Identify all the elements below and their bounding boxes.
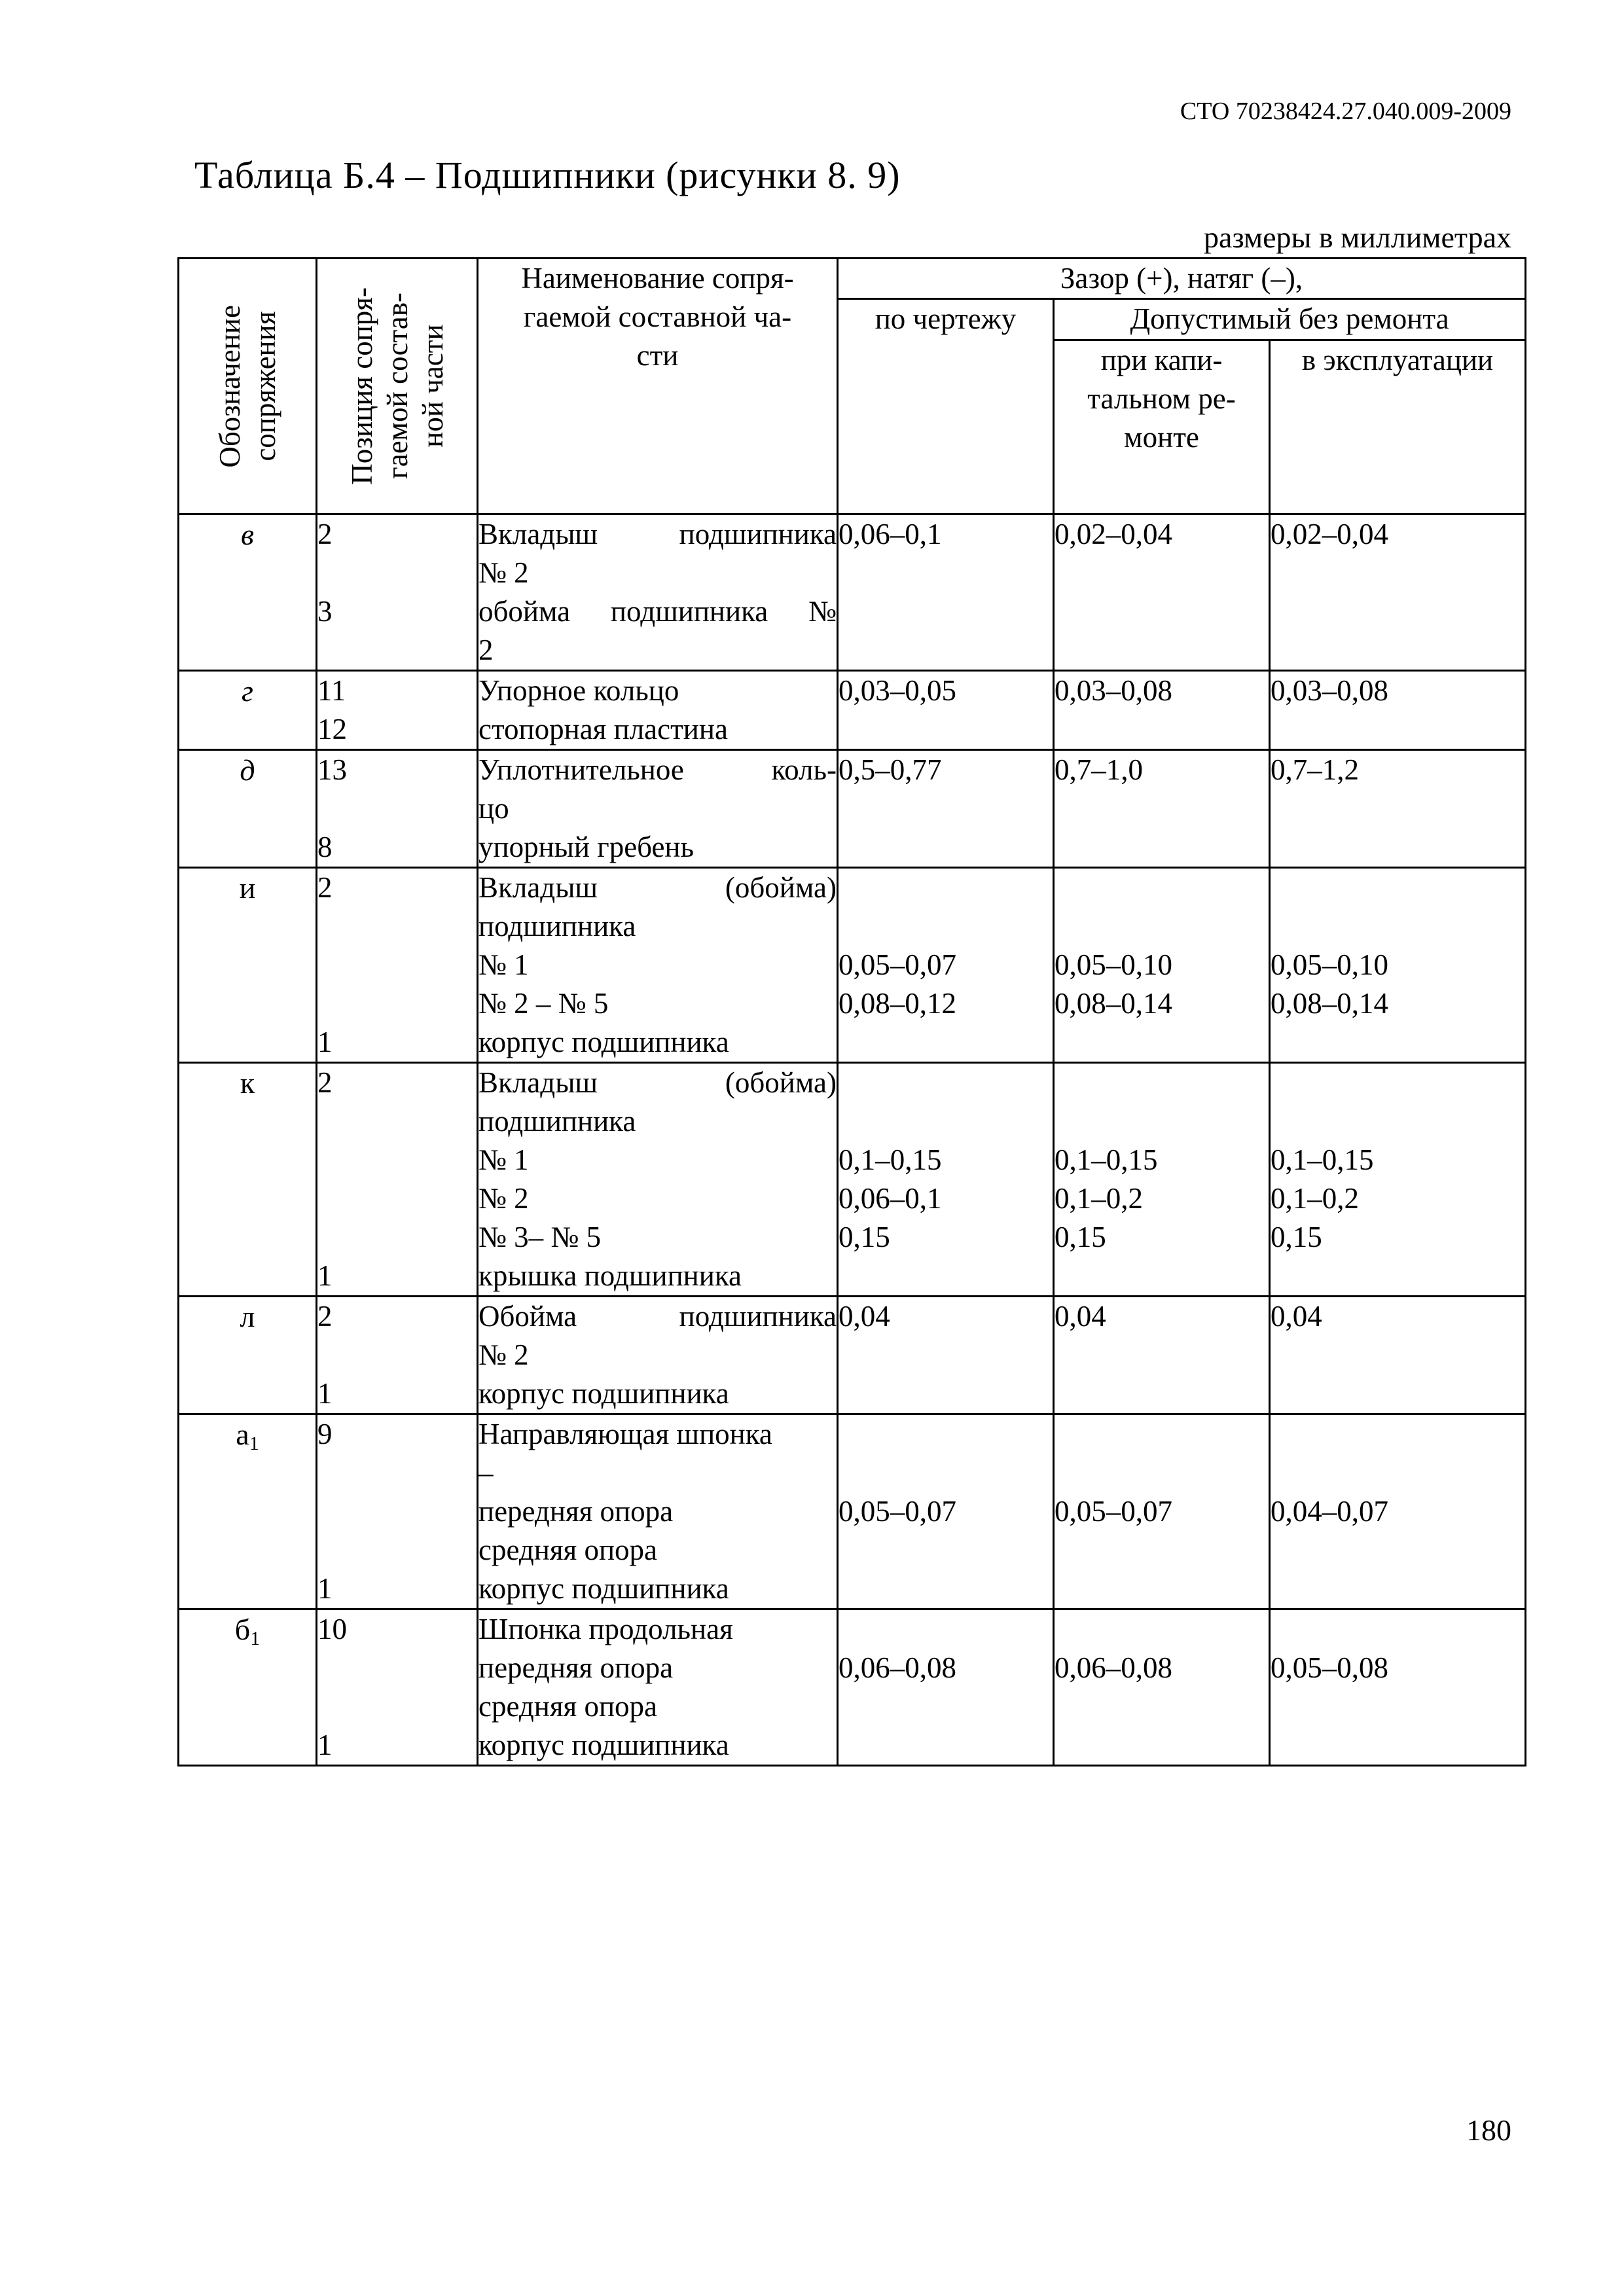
capital-repair-value: [1055, 789, 1269, 828]
designation-letter: к: [240, 1066, 255, 1100]
capital-repair-value: [1055, 1336, 1269, 1374]
table-row: [179, 1609, 1526, 1766]
capital-repair-value: 0,02–0,04: [1055, 518, 1172, 550]
part-name-line: подшипника: [478, 1105, 636, 1138]
by-drawing-value: [839, 1102, 1053, 1141]
table-title: Таблица Б.4 – Подшипники (рисунки 8. 9): [194, 154, 901, 196]
position-value: [317, 1687, 477, 1726]
by-drawing-value: 0,04: [839, 1300, 890, 1333]
page-number: 180: [1466, 2113, 1511, 2147]
position-value: [317, 789, 477, 828]
position-value: 12: [317, 713, 347, 745]
designation-cell: [179, 868, 317, 1063]
capital-repair-value: [1055, 1374, 1269, 1413]
part-name-cell: [478, 1414, 838, 1609]
position-value: [317, 1336, 477, 1374]
in-operation-value: [1271, 1726, 1525, 1765]
position-value: [317, 1649, 477, 1687]
part-name-line: стопорная пластина: [478, 713, 728, 745]
position-cell: [317, 514, 478, 671]
capital-repair-value: [1055, 1726, 1269, 1765]
part-name-line: № 1: [478, 1143, 529, 1176]
in-operation-value: 0,02–0,04: [1271, 518, 1388, 550]
capital-repair-cell: [1054, 1063, 1270, 1297]
by-drawing-value: 0,05–0,07: [839, 1495, 956, 1528]
designation-cell: [179, 671, 317, 750]
designation-cell: [179, 514, 317, 671]
position-value: [317, 1102, 477, 1141]
in-operation-value: [1271, 1687, 1525, 1726]
designation-subscript: 1: [250, 1628, 261, 1649]
capital-repair-value: [1055, 1531, 1269, 1570]
header-by-drawing: по чертежу: [838, 299, 1054, 514]
part-name-line: Вкладыш (обойма): [478, 871, 837, 904]
position-value: [317, 631, 477, 670]
position-value: 10: [317, 1613, 347, 1645]
in-operation-cell: [1270, 1297, 1526, 1414]
part-name-line: № 3– № 5: [478, 1221, 602, 1253]
part-name-line: № 1: [478, 948, 529, 981]
part-name-cell: [478, 868, 838, 1063]
by-drawing-cell: [838, 1063, 1054, 1297]
in-operation-value: [1271, 1374, 1525, 1413]
position-cell: [317, 1297, 478, 1414]
part-name-line: Обойма подшипника: [478, 1300, 837, 1333]
capital-repair-value: [1055, 1415, 1269, 1454]
position-cell: [317, 1609, 478, 1766]
by-drawing-value: [839, 1415, 1053, 1454]
position-value: [317, 1141, 477, 1179]
by-drawing-cell: [838, 671, 1054, 750]
designation-cell: [179, 1297, 317, 1414]
position-value: [317, 1531, 477, 1570]
capital-repair-cell: [1054, 514, 1270, 671]
units-note: размеры в миллиметрах: [1204, 221, 1511, 254]
designation-cell: [179, 1609, 317, 1766]
part-name-line: корпус подшипника: [478, 1572, 729, 1605]
part-name-line: средняя опора: [478, 1534, 658, 1566]
header-allowed-without-repair: Допустимый без ремонта: [1054, 299, 1526, 340]
in-operation-value: 0,04: [1271, 1300, 1322, 1333]
in-operation-value: [1271, 1064, 1525, 1102]
in-operation-value: [1271, 1610, 1525, 1649]
capital-repair-value: 0,05–0,10: [1055, 948, 1172, 981]
part-name-cell: [478, 671, 838, 750]
position-value: [317, 907, 477, 946]
capital-repair-cell: [1054, 671, 1270, 750]
in-operation-value: [1271, 710, 1525, 749]
designation-letter: а: [236, 1418, 249, 1451]
part-name-line: 2: [478, 634, 494, 666]
in-operation-value: 0,03–0,08: [1271, 674, 1388, 707]
capital-repair-value: 0,08–0,14: [1055, 987, 1172, 1020]
part-name-line: передняя опора: [478, 1495, 674, 1528]
bearings-table: [177, 257, 1526, 1767]
in-operation-value: 0,05–0,10: [1271, 948, 1388, 981]
in-operation-value: [1271, 1023, 1525, 1062]
in-operation-cell: [1270, 750, 1526, 868]
part-name-line: упорный гребень: [478, 831, 695, 863]
by-drawing-value: [839, 1570, 1053, 1608]
designation-cell: [179, 1414, 317, 1609]
position-value: [317, 1492, 477, 1531]
capital-repair-value: 0,1–0,2: [1055, 1182, 1143, 1215]
by-drawing-value: 0,06–0,1: [839, 518, 942, 550]
capital-repair-value: 0,7–1,0: [1055, 753, 1143, 786]
part-name-cell: [478, 1297, 838, 1414]
part-name-cell: [478, 1063, 838, 1297]
header-in-operation: в эксплуатации: [1270, 340, 1526, 514]
part-name-line: корпус подшипника: [478, 1377, 729, 1410]
designation-letter: г: [242, 674, 253, 708]
designation-letter: д: [240, 753, 255, 787]
by-drawing-value: [839, 1374, 1053, 1413]
position-cell: [317, 868, 478, 1063]
in-operation-value: [1271, 631, 1525, 670]
position-value: 3: [317, 595, 333, 628]
by-drawing-value: [839, 554, 1053, 592]
in-operation-value: [1271, 907, 1525, 946]
part-name-cell: [478, 750, 838, 868]
in-operation-value: [1271, 828, 1525, 867]
by-drawing-cell: [838, 868, 1054, 1063]
position-value: [317, 554, 477, 592]
capital-repair-value: [1055, 828, 1269, 867]
capital-repair-value: 0,05–0,07: [1055, 1495, 1172, 1528]
in-operation-cell: [1270, 514, 1526, 671]
in-operation-cell: [1270, 1063, 1526, 1297]
position-cell: [317, 1063, 478, 1297]
by-drawing-value: [839, 710, 1053, 749]
position-value: 2: [317, 1066, 333, 1099]
part-name-line: Упорное кольцо: [478, 674, 679, 707]
position-value: [317, 1179, 477, 1218]
in-operation-value: [1271, 1257, 1525, 1295]
part-name-line: № 2 – № 5: [478, 987, 609, 1020]
capital-repair-value: [1055, 1102, 1269, 1141]
header-designation-text: Обозначение сопряжения: [213, 304, 281, 468]
designation-letter: и: [239, 871, 256, 905]
part-name-line: Вкладыш подшипника: [478, 518, 837, 550]
capital-repair-value: [1055, 1687, 1269, 1726]
part-name-cell: [478, 1609, 838, 1766]
capital-repair-cell: [1054, 1414, 1270, 1609]
position-value: 1: [317, 1572, 333, 1605]
capital-repair-value: [1055, 907, 1269, 946]
part-name-line: Уплотнительное коль-: [478, 753, 837, 786]
part-name-line: средняя опора: [478, 1690, 658, 1723]
by-drawing-value: 0,03–0,05: [839, 674, 956, 707]
part-name-line: крышка подшипника: [478, 1259, 742, 1292]
in-operation-value: 0,15: [1271, 1221, 1322, 1253]
in-operation-value: 0,08–0,14: [1271, 987, 1388, 1020]
designation-cell: [179, 1063, 317, 1297]
table-row: [179, 514, 1526, 671]
capital-repair-value: [1055, 631, 1269, 670]
position-value: 11: [317, 674, 346, 707]
by-drawing-value: [839, 1064, 1053, 1102]
capital-repair-value: 0,06–0,08: [1055, 1651, 1172, 1684]
table-row: [179, 1063, 1526, 1297]
table-body: [179, 514, 1526, 1766]
in-operation-value: 0,1–0,2: [1271, 1182, 1359, 1215]
position-value: 13: [317, 753, 347, 786]
by-drawing-value: 0,1–0,15: [839, 1143, 942, 1176]
by-drawing-value: 0,05–0,07: [839, 948, 956, 981]
in-operation-value: 0,1–0,15: [1271, 1143, 1374, 1176]
table-row: [179, 1297, 1526, 1414]
header-position: [317, 259, 478, 514]
by-drawing-cell: [838, 1414, 1054, 1609]
capital-repair-value: 0,04: [1055, 1300, 1106, 1333]
designation-letter: в: [241, 518, 254, 551]
position-value: 1: [317, 1026, 333, 1058]
document-code: СТО 70238424.27.040.009-2009: [1180, 98, 1511, 125]
by-drawing-value: [839, 1336, 1053, 1374]
by-drawing-value: 0,5–0,77: [839, 753, 942, 786]
position-value: 1: [317, 1729, 333, 1761]
capital-repair-value: 0,03–0,08: [1055, 674, 1172, 707]
header-part-name: Наименование сопря- гаемой составной ча- сти: [478, 259, 838, 514]
by-drawing-value: 0,06–0,1: [839, 1182, 942, 1215]
in-operation-value: [1271, 1570, 1525, 1608]
by-drawing-value: [839, 1687, 1053, 1726]
in-operation-cell: [1270, 1609, 1526, 1766]
capital-repair-value: [1055, 1257, 1269, 1295]
capital-repair-value: 0,15: [1055, 1221, 1106, 1253]
part-name-line: № 2: [478, 1182, 529, 1215]
by-drawing-cell: [838, 514, 1054, 671]
in-operation-cell: [1270, 1414, 1526, 1609]
in-operation-value: [1271, 1415, 1525, 1454]
capital-repair-cell: [1054, 868, 1270, 1063]
by-drawing-value: [839, 1726, 1053, 1765]
capital-repair-value: [1055, 1570, 1269, 1608]
part-name-line: № 2: [478, 556, 529, 589]
by-drawing-value: [839, 1610, 1053, 1649]
in-operation-value: [1271, 1102, 1525, 1141]
part-name-line: № 2: [478, 1338, 529, 1371]
header-capital-repair: при капи- тальном ре- монте: [1054, 340, 1270, 514]
by-drawing-value: 0,06–0,08: [839, 1651, 956, 1684]
in-operation-value: [1271, 1336, 1525, 1374]
position-cell: [317, 750, 478, 868]
table-row: [179, 1414, 1526, 1609]
by-drawing-value: [839, 631, 1053, 670]
part-name-line: Вкладыш (обойма): [478, 1066, 837, 1099]
position-cell: [317, 1414, 478, 1609]
in-operation-value: 0,05–0,08: [1271, 1651, 1388, 1684]
in-operation-value: [1271, 554, 1525, 592]
position-cell: [317, 671, 478, 750]
capital-repair-value: [1055, 1023, 1269, 1062]
header-designation: [179, 259, 317, 514]
position-value: 2: [317, 518, 333, 550]
by-drawing-value: [839, 1531, 1053, 1570]
part-name-line: обойма подшипника №: [478, 595, 837, 628]
by-drawing-value: [839, 1257, 1053, 1295]
designation-letter: л: [240, 1300, 255, 1333]
table-row: [179, 868, 1526, 1063]
part-name-cell: [478, 514, 838, 671]
in-operation-cell: [1270, 671, 1526, 750]
header-gap-group: Зазор (+), натяг (–),: [838, 259, 1526, 299]
by-drawing-cell: [838, 750, 1054, 868]
by-drawing-value: [839, 869, 1053, 907]
position-value: [317, 984, 477, 1023]
by-drawing-value: [839, 1023, 1053, 1062]
part-name-line: подшипника: [478, 910, 636, 942]
position-value: 1: [317, 1259, 333, 1292]
designation-cell: [179, 750, 317, 868]
capital-repair-value: [1055, 710, 1269, 749]
in-operation-value: [1271, 1531, 1525, 1570]
header-position-text: Позиция сопря- гаемой состав- ной части: [345, 287, 449, 485]
capital-repair-value: [1055, 1610, 1269, 1649]
position-value: 2: [317, 871, 333, 904]
position-value: [317, 1454, 477, 1492]
part-name-line: Шпонка продольная: [478, 1613, 733, 1645]
by-drawing-value: [839, 592, 1053, 631]
capital-repair-cell: [1054, 1609, 1270, 1766]
capital-repair-value: [1055, 1064, 1269, 1102]
in-operation-value: 0,04–0,07: [1271, 1495, 1388, 1528]
in-operation-value: [1271, 592, 1525, 631]
designation-letter: б: [234, 1613, 251, 1646]
part-name-line: Направляющая шпонка: [478, 1418, 772, 1450]
by-drawing-value: [839, 828, 1053, 867]
position-value: 9: [317, 1418, 333, 1450]
by-drawing-value: 0,08–0,12: [839, 987, 956, 1020]
position-value: 2: [317, 1300, 333, 1333]
capital-repair-value: [1055, 869, 1269, 907]
position-value: [317, 946, 477, 984]
position-value: 8: [317, 831, 333, 863]
table-row: [179, 671, 1526, 750]
capital-repair-cell: [1054, 1297, 1270, 1414]
by-drawing-value: 0,15: [839, 1221, 890, 1253]
capital-repair-value: [1055, 592, 1269, 631]
by-drawing-value: [839, 1454, 1053, 1492]
capital-repair-value: [1055, 1454, 1269, 1492]
by-drawing-cell: [838, 1297, 1054, 1414]
designation-subscript: 1: [249, 1433, 259, 1454]
in-operation-cell: [1270, 868, 1526, 1063]
position-value: [317, 1218, 477, 1257]
capital-repair-value: [1055, 554, 1269, 592]
part-name-line: –: [478, 1456, 494, 1489]
in-operation-value: [1271, 789, 1525, 828]
in-operation-value: 0,7–1,2: [1271, 753, 1359, 786]
by-drawing-value: [839, 907, 1053, 946]
table-row: [179, 750, 1526, 868]
position-value: 1: [317, 1377, 333, 1410]
capital-repair-cell: [1054, 750, 1270, 868]
part-name-line: корпус подшипника: [478, 1729, 729, 1761]
in-operation-value: [1271, 869, 1525, 907]
capital-repair-value: 0,1–0,15: [1055, 1143, 1158, 1176]
part-name-line: передняя опора: [478, 1651, 674, 1684]
in-operation-value: [1271, 1454, 1525, 1492]
by-drawing-value: [839, 789, 1053, 828]
part-name-line: корпус подшипника: [478, 1026, 729, 1058]
part-name-line: цо: [478, 792, 509, 825]
by-drawing-cell: [838, 1609, 1054, 1766]
